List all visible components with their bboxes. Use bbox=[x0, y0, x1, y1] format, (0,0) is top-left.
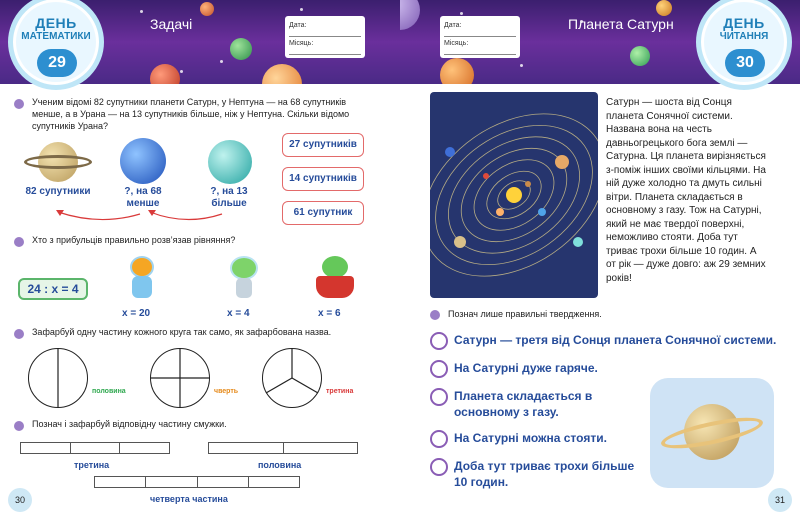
task-bullet-icon bbox=[14, 421, 24, 431]
fraction-circle-third[interactable] bbox=[262, 348, 322, 408]
date-label: Дата: bbox=[289, 19, 361, 37]
statement-item[interactable] bbox=[430, 332, 784, 350]
day-badge-subject: МАТЕМАТИКИ bbox=[21, 31, 91, 42]
answer-option[interactable]: 27 супутників bbox=[282, 133, 364, 157]
statement-radio[interactable] bbox=[430, 430, 448, 448]
task-bullet-icon bbox=[14, 329, 24, 339]
date-label: Дата: bbox=[444, 19, 516, 37]
fraction-circle-quarter[interactable] bbox=[150, 348, 210, 408]
saturn-illustration bbox=[650, 378, 774, 488]
strip-halves[interactable] bbox=[208, 442, 358, 454]
task4-text: Познач і зафарбуй відповідну частину смужки. bbox=[32, 419, 227, 429]
relation-arrows bbox=[0, 0, 400, 230]
neptune-label-line2: менше bbox=[126, 198, 160, 209]
statement-radio[interactable] bbox=[430, 458, 448, 476]
equation-box: 24 : x = 4 bbox=[18, 278, 88, 300]
uranus-label-line2: більше bbox=[211, 198, 247, 209]
fraction-circle-half[interactable] bbox=[28, 348, 88, 408]
task-bullet-icon bbox=[14, 237, 24, 247]
statement-item[interactable] bbox=[430, 388, 644, 420]
day-badge-top: ДЕНЬ bbox=[723, 15, 765, 31]
circle-label-half: половина bbox=[92, 388, 126, 395]
saturn-label: 82 супутники bbox=[25, 186, 91, 197]
equation-answer[interactable]: x = 4 bbox=[227, 308, 250, 319]
alien-orange-icon bbox=[126, 256, 158, 302]
statement-radio[interactable] bbox=[430, 388, 448, 406]
section-title: Планета Сатурн bbox=[568, 16, 674, 32]
strip-label-third: третина bbox=[74, 460, 110, 470]
saturn-paragraph: Сатурн — шоста від Сонця планета Сонячної системи. Названа вона на честь давньогрецького бога землі — Сатурна. Ця планета вирізняється з-поміж інших своїми кільцями. На ній дуже холодно та дмуть сильні вітри. Планета складається в основному з газу. Тож на Сатурні, який не має твердої поверхні, неможливо стояти. Доба тут триває трохи більше 10 годин. А от рік — дуже довго: аж 29 земних років! bbox=[606, 97, 766, 284]
arrow-uranus-to-neptune bbox=[150, 212, 222, 220]
statement-text: На Сатурні можна стояти. bbox=[454, 431, 607, 445]
alien-caped-icon bbox=[316, 252, 356, 302]
month-label: Місяць: bbox=[289, 37, 361, 55]
statement-text: На Сатурні дуже гаряче. bbox=[454, 361, 598, 375]
right-page bbox=[400, 0, 800, 520]
statement-item[interactable] bbox=[430, 430, 644, 448]
section-title: Задачі bbox=[150, 16, 193, 32]
statement-text: Планета складається в основному з газу. bbox=[454, 389, 593, 419]
strip-quarters[interactable] bbox=[94, 476, 300, 488]
alien-green-icon bbox=[228, 252, 260, 302]
planet-image bbox=[630, 46, 650, 66]
month-label: Місяць: bbox=[444, 37, 516, 55]
statement-item[interactable] bbox=[430, 360, 624, 378]
circle-label-third: третина bbox=[326, 388, 354, 395]
answer-option[interactable]: 14 супутників bbox=[282, 167, 364, 191]
day-number: 29 bbox=[37, 49, 77, 77]
task2-text: Хто з прибульців правильно розв’язав рівняння? bbox=[32, 235, 236, 245]
equation-answer[interactable]: x = 20 bbox=[122, 308, 151, 319]
strip-label-half: половина bbox=[258, 460, 302, 470]
arrowhead bbox=[148, 210, 156, 216]
task1-text: Ученим відомі 82 супутники планети Сатурн, у Нептуна — на 68 супутників менше, а в Урана — на 13 супутників більше, ніж у Нептуна. Скільки відомо супутників Урана? bbox=[32, 97, 350, 131]
page-number: 30 bbox=[8, 488, 32, 512]
arrow-neptune-to-saturn bbox=[58, 212, 140, 220]
equation-answer[interactable]: x = 6 bbox=[318, 308, 341, 319]
day-number: 30 bbox=[725, 49, 765, 77]
answer-option[interactable]: 61 супутник bbox=[282, 201, 364, 225]
neptune-label-line1: ?, на 68 bbox=[124, 186, 162, 197]
date-box bbox=[440, 16, 520, 58]
statement-text: Доба тут триває трохи більше 10 годин. bbox=[454, 459, 635, 489]
solar-system-illustration bbox=[430, 92, 598, 298]
task-bullet-icon bbox=[430, 310, 440, 320]
planet-image bbox=[440, 58, 474, 84]
day-badge-subject: ЧИТАННЯ bbox=[719, 31, 769, 42]
task3-text: Зафарбуй одну частину кожного круга так само, як зафарбована назва. bbox=[32, 327, 332, 337]
statement-radio[interactable] bbox=[430, 332, 448, 350]
statement-item[interactable] bbox=[430, 458, 644, 490]
strip-label-quarter: четверта частина bbox=[150, 494, 228, 504]
planet-image bbox=[656, 0, 672, 16]
uranus-label-line1: ?, на 13 bbox=[210, 186, 248, 197]
statement-text: Сатурн — третя від Сонця планета Сонячної системи. bbox=[454, 333, 777, 347]
day-badge-top: ДЕНЬ bbox=[35, 15, 77, 31]
circle-label-quarter: чверть bbox=[214, 388, 239, 395]
statement-radio[interactable] bbox=[430, 360, 448, 378]
planet-image bbox=[400, 0, 420, 30]
strip-thirds[interactable] bbox=[20, 442, 170, 454]
page-number: 31 bbox=[768, 488, 792, 512]
instruction-text: Познач лише правильні твердження. bbox=[448, 309, 602, 319]
